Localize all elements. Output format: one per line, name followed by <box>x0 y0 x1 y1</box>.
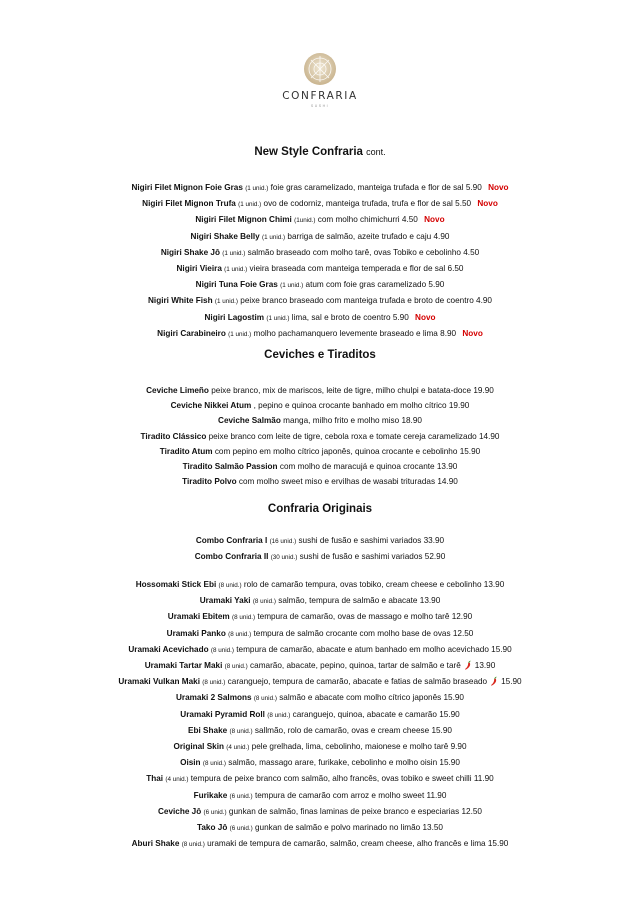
item-description: gunkan de salmão e polvo marinado no limão <box>255 823 421 833</box>
item-price: 13.90 <box>483 580 505 589</box>
item-description: com molho de maracujá e quinoa crocante <box>279 462 435 472</box>
item-name: Ceviche Limeño <box>146 386 209 395</box>
item-price: 4.50 <box>463 247 480 257</box>
item-quantity: (8 unid.) <box>229 727 253 735</box>
item-price: 6.50 <box>447 264 464 274</box>
menu-list-combos <box>0 533 640 565</box>
item-name: Combo Confraria II <box>194 552 269 562</box>
item-price: 12.50 <box>461 806 482 816</box>
section-title-text: Confraria Originais <box>267 503 373 515</box>
menu-item <box>0 549 640 565</box>
item-quantity: (1 unid.) <box>245 185 269 192</box>
item-description: tempura de camarão, abacate e atum banhado em molho acevichado <box>236 644 489 654</box>
item-description: peixe branco com leite de tigre, cebola roxa e tomate cereja caramelizado <box>208 431 477 441</box>
item-name: Uramaki Acevichado <box>128 644 209 654</box>
item-price: 12.90 <box>451 612 473 622</box>
item-quantity: (1 unid.) <box>224 266 248 274</box>
item-description: salmão, tempura de salmão e abacate <box>278 596 418 606</box>
brand-logo <box>270 52 370 108</box>
item-description: sallmão, rolo de camarão, ovas e cream cheese <box>254 725 430 735</box>
item-price: 4.50 <box>401 215 418 225</box>
item-name: Aburi Shake <box>131 839 180 849</box>
item-price: 11.90 <box>426 790 447 800</box>
item-price: 15.90 <box>431 725 452 735</box>
item-name: Uramaki 2 Salmons <box>175 693 252 703</box>
item-description: gunkan de salmão, finas laminas de peixe branco e especiarias <box>228 806 460 816</box>
item-description: com molho chimichurri <box>317 215 400 225</box>
menu-item <box>0 261 640 277</box>
item-name: Ceviche Salmão <box>218 416 281 426</box>
menu-item <box>0 212 640 228</box>
item-description: com molho sweet miso e ervilhas de wasabi trituradas <box>238 477 436 487</box>
menu-list-new-style <box>0 180 640 342</box>
item-description: manga, milho frito e molho miso <box>283 416 400 426</box>
item-name: Uramaki Vulkan Maki <box>118 677 200 687</box>
menu-item <box>0 326 640 342</box>
item-description: tempura de peixe branco com salmão, alho francês, ovas tobiko e sweet chilli <box>190 774 472 784</box>
item-name: Uramaki Ebitem <box>167 612 230 622</box>
item-name: Tako Jô <box>196 823 228 833</box>
item-name: Nigiri Shake Belly <box>190 231 260 241</box>
item-description: salmão e abacate com molho cítrico japonês <box>279 693 442 703</box>
item-price: 15.90 <box>459 446 481 456</box>
item-quantity: (1 unid.) <box>238 201 262 209</box>
item-price: 8.90 <box>440 328 457 338</box>
menu-item <box>0 444 640 459</box>
chili-pepper-icon <box>464 660 472 670</box>
item-price: 14.90 <box>437 477 458 487</box>
item-price: 13.90 <box>419 596 441 606</box>
item-description: salmão, massago arare, furikake, cebolinho e molho oisin <box>228 758 438 768</box>
item-price: 15.90 <box>501 677 522 687</box>
menu-item <box>0 658 640 674</box>
item-name: Nigiri Filet Mignon Foie Gras <box>131 183 243 192</box>
item-description: tempura de salmão crocante com molho base de ovas <box>253 628 451 638</box>
item-name: Nigiri Lagostim <box>204 312 265 322</box>
item-name: Thai <box>146 774 164 784</box>
item-quantity: (1 unid.) <box>280 282 304 290</box>
menu-item <box>0 429 640 444</box>
menu-item <box>0 398 640 413</box>
section-title-ceviches <box>0 349 640 361</box>
item-name: Nigiri Shake Jô <box>160 247 220 257</box>
menu-item <box>0 293 640 309</box>
menu-item <box>0 626 640 642</box>
item-name: Nigiri Vieira <box>176 264 222 274</box>
item-description: foie gras caramelizado, manteiga trufada e flor de sal <box>270 183 464 192</box>
menu-list-ceviches <box>0 383 640 489</box>
item-price: 5.90 <box>392 312 409 322</box>
item-name: Ceviche Nikkei Atum <box>170 401 252 411</box>
new-badge: Novo <box>488 183 509 192</box>
menu-item <box>0 310 640 326</box>
item-name: Furikake <box>193 790 228 800</box>
item-price: 5.90 <box>465 183 482 192</box>
menu-item <box>0 755 640 771</box>
item-price: 14.90 <box>478 431 500 441</box>
item-description: caranguejo, tempura de camarão, abacate e fatias de salmão braseado <box>227 677 488 687</box>
logo-wordmark: CONFRARIA <box>282 90 358 102</box>
item-quantity: (4 unid.) <box>226 744 250 752</box>
logo-subtitle: SUSHI <box>310 104 330 108</box>
menu-item <box>0 383 640 398</box>
item-price: 4.90 <box>433 231 450 241</box>
item-quantity: (6 unid.) <box>229 825 253 833</box>
item-quantity: (1 unid.) <box>228 330 252 338</box>
item-quantity: (1 unid.) <box>262 233 286 241</box>
item-name: Ceviche Jô <box>158 806 202 816</box>
item-price: 12.50 <box>452 628 474 638</box>
item-description: pele grelhada, lima, cebolinho, maionese e molho tarê <box>251 742 449 752</box>
item-description: sushi de fusão e sashimi variados <box>299 552 423 562</box>
item-quantity: (8 unid.) <box>231 614 256 622</box>
item-price: 15.90 <box>491 644 512 654</box>
item-price: 15.90 <box>439 758 460 768</box>
item-price: 4.90 <box>476 296 492 306</box>
new-badge: Novo <box>462 328 483 338</box>
menu-item <box>0 836 640 852</box>
item-name: Original Skin <box>173 742 224 752</box>
item-description: camarão, abacate, pepino, quinoa, tartar de salmão e tarê <box>250 661 461 671</box>
item-quantity: (8 unid.) <box>218 582 242 589</box>
item-price: 15.90 <box>487 839 509 849</box>
menu-item <box>0 771 640 787</box>
item-quantity: (8 unid.) <box>202 679 226 687</box>
item-price: 19.90 <box>473 386 494 395</box>
item-quantity: (6 unid.) <box>229 792 253 800</box>
item-price: 5.50 <box>455 199 472 209</box>
menu-item <box>0 820 640 836</box>
new-badge: Novo <box>424 215 445 225</box>
item-description: salmão braseado com molho tarê, ovas Tobiko e cebolinho <box>247 247 461 257</box>
item-name: Uramaki Pyramid Roll <box>180 709 265 719</box>
item-description: peixe branco braseado com manteiga trufada e broto de coentro <box>240 296 474 306</box>
item-quantity: (1 unid.) <box>266 314 290 322</box>
item-description: , pepino e quinoa crocante banhado em molho cítrico <box>253 401 447 411</box>
item-name: Nigiri Tuna Foie Gras <box>195 280 278 290</box>
item-price: 13.50 <box>422 823 443 833</box>
item-quantity: (30 unid.) <box>270 554 298 562</box>
new-badge: Novo <box>415 312 436 322</box>
item-name: Uramaki Yaki <box>199 596 251 606</box>
menu-item <box>0 804 640 820</box>
item-price: 11.90 <box>473 774 494 784</box>
item-name: Combo Confraria I <box>195 536 268 545</box>
item-name: Nigiri Carabineiro <box>157 328 226 338</box>
item-quantity: (6 unid.) <box>203 808 227 816</box>
item-quantity: (16 unid.) <box>269 538 297 545</box>
item-description: tempura de camarão com arroz e molho sweet <box>254 790 425 800</box>
menu-item <box>0 723 640 739</box>
menu-item <box>0 533 640 549</box>
chili-pepper-icon <box>490 676 498 686</box>
menu-item <box>0 593 640 609</box>
item-description: molho pachamanquero levemente braseado e lima <box>253 328 438 338</box>
logo-emblem-icon <box>303 52 337 86</box>
menu-item <box>0 459 640 474</box>
menu-item <box>0 788 640 804</box>
item-price: 18.90 <box>401 416 422 426</box>
menu-item <box>0 474 640 489</box>
item-description: uramaki de tempura de camarão, salmão, cream cheese, alho francês e lima <box>207 839 486 849</box>
item-name: Tiradito Atum <box>159 446 213 456</box>
item-description: ovo de codorniz, manteiga trufada, trufa e flor de sal <box>263 199 453 209</box>
section-title-text: New Style Confraria <box>254 146 363 158</box>
item-description: lima, sal e broto de coentro <box>291 312 391 322</box>
item-name: Tiradito Polvo <box>182 477 237 487</box>
item-name: Nigiri Filet Mignon Trufa <box>142 199 236 209</box>
item-quantity: (8 unid.) <box>210 646 234 654</box>
menu-item <box>0 277 640 293</box>
item-name: Oisin <box>180 758 201 768</box>
item-price: 33.90 <box>423 536 445 545</box>
item-description: rolo de camarão tempura, ovas tobiko, cream cheese e cebolinho <box>243 580 482 589</box>
item-name: Tiradito Salmão Passion <box>182 462 278 472</box>
item-description: tempura de camarão, ovas de massago e molho tarê <box>257 612 450 622</box>
item-name: Ebi Shake <box>188 725 228 735</box>
item-price: 15.90 <box>443 693 464 703</box>
menu-item <box>0 413 640 428</box>
item-description: peixe branco, mix de mariscos, leite de tigre, milho chulpi e batata-doce <box>211 386 472 395</box>
item-name: Nigiri White Fish <box>148 296 213 306</box>
item-quantity: (8 unid.) <box>228 630 252 638</box>
item-quantity: (1 unid.) <box>222 249 246 257</box>
item-name: Uramaki Tartar Maki <box>144 661 223 671</box>
item-name: Tiradito Clássico <box>140 431 207 441</box>
section-title-new-style <box>0 146 640 158</box>
item-quantity: (8 unid.) <box>252 598 276 606</box>
menu-item <box>0 739 640 755</box>
item-description: caranguejo, quinoa, abacate e camarão <box>292 709 437 719</box>
item-price: 52.90 <box>424 552 446 562</box>
menu-item <box>0 245 640 261</box>
menu-item <box>0 196 640 212</box>
item-name: Hossomaki Stick Ebi <box>135 580 217 589</box>
item-quantity: (8 unid.) <box>253 695 277 703</box>
new-badge: Novo <box>477 199 498 209</box>
menu-item <box>0 690 640 706</box>
item-price: 13.90 <box>474 661 496 671</box>
item-price: 9.90 <box>450 742 467 752</box>
item-name: Nigiri Filet Mignon Chimi <box>195 215 292 225</box>
item-quantity: (8 unid.) <box>224 663 248 671</box>
item-quantity: (8 unid.) <box>267 711 291 719</box>
item-quantity: (8 unid.) <box>181 841 205 849</box>
item-quantity: (1unid.) <box>294 217 316 225</box>
menu-item <box>0 609 640 625</box>
menu-item <box>0 577 640 593</box>
item-description: com pepino em molho cítrico japonês, quinoa crocante e cebolinho <box>214 446 458 456</box>
menu-item <box>0 642 640 658</box>
section-title-text: Ceviches e Tiraditos <box>264 349 376 361</box>
section-title-suffix: cont. <box>366 147 386 157</box>
menu-item <box>0 707 640 723</box>
item-quantity: (1 unid.) <box>214 298 238 306</box>
item-quantity: (8 unid.) <box>202 760 226 768</box>
item-price: 15.90 <box>439 709 460 719</box>
item-price: 13.90 <box>436 462 458 472</box>
section-title-originais <box>0 503 640 515</box>
menu-item <box>0 674 640 690</box>
item-description: barriga de salmão, azeite trufado e caju <box>287 231 432 241</box>
item-name: Uramaki Panko <box>166 628 226 638</box>
item-description: vieira braseada com manteiga temperada e flor de sal <box>249 264 446 274</box>
menu-item <box>0 229 640 245</box>
item-description: sushi de fusão e sashimi variados <box>298 536 422 545</box>
item-price: 5.90 <box>428 280 445 290</box>
menu-item <box>0 180 640 196</box>
item-description: atum com foie gras caramelizado <box>305 280 427 290</box>
item-price: 19.90 <box>448 401 470 411</box>
item-quantity: (4 unid.) <box>165 776 189 784</box>
menu-list-originais <box>0 577 640 852</box>
